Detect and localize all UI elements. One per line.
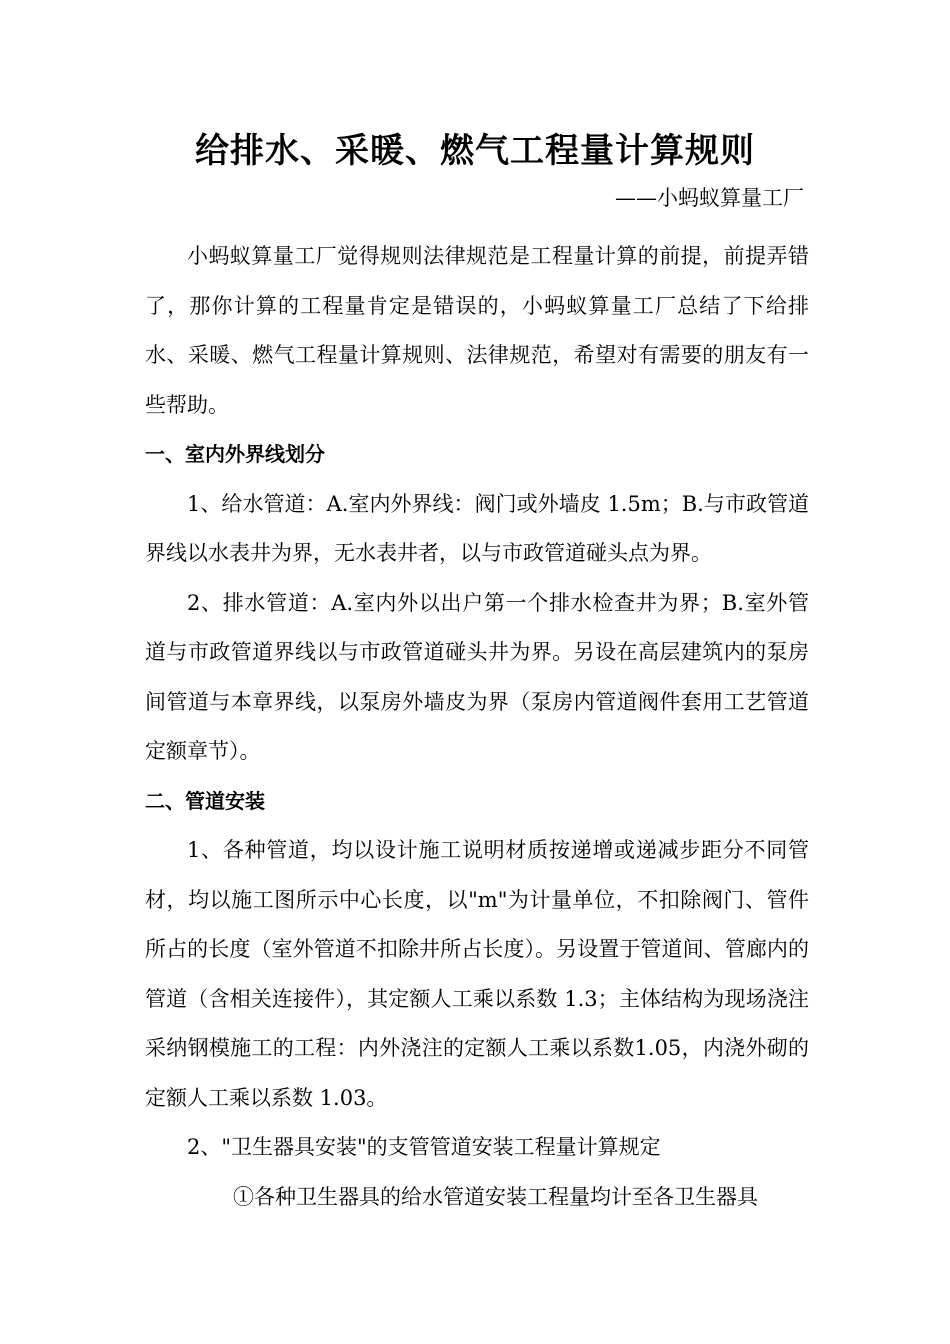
intro-paragraph: 小蚂蚁算量工厂觉得规则法律规范是工程量计算的前提，前提弄错了，那你计算的工程量肯定是错误的，小蚂蚁算量工厂总结了下给排水、采暖、燃气工程量计算规则、法律规范，希望对有需要的朋友有一些帮助。 xyxy=(145,244,809,417)
body-paragraph: 1、给水管道：A.室内外界线：阀门或外墙皮 1.5m；B.与市政管道界线以水表井为界，无水表井者，以与市政管道碰头点为界。 xyxy=(145,491,809,565)
section-heading: 一、室内外界线划分 xyxy=(145,442,325,466)
document-author: ——小蚂蚁算量工厂 xyxy=(615,186,804,210)
document-title: 给排水、采暖、燃气工程量计算规则 xyxy=(195,131,755,171)
section-heading: 二、管道安装 xyxy=(145,788,265,813)
document-body xyxy=(145,232,809,1222)
sub-item-paragraph: ①各种卫生器具的给水管道安装工程量均计至各卫生器具 xyxy=(233,1184,758,1209)
body-paragraph: 1、各种管道，均以设计施工说明材质按递增或递减步距分不同管材，均以施工图所示中心长度，以"m"为计量单位，不扣除阀门、管件所占的长度（室外管道不扣除井所占长度）。另设置于管道间、管廊内的管道（含相关连接件），其定额人工乘以系数 1.3；主体结构为现场浇注采纳钢模施工的工程：内外浇注的定额人工乘以系数1.05，内浇外砌的定额人工乘以系数 1.03。 xyxy=(145,838,809,1110)
body-paragraph: 2、排水管道：A.室内外以出户第一个排水检查井为界；B.室外管道与市政管道界线以与市政管道碰头井为界。另设在高层建筑内的泵房间管道与本章界线，以泵房外墙皮为界（泵房内管道阀件套用工艺管道定额章节）。 xyxy=(145,590,809,763)
body-paragraph: 2、"卫生器具安装"的支管管道安装工程量计算规定 xyxy=(187,1135,661,1159)
